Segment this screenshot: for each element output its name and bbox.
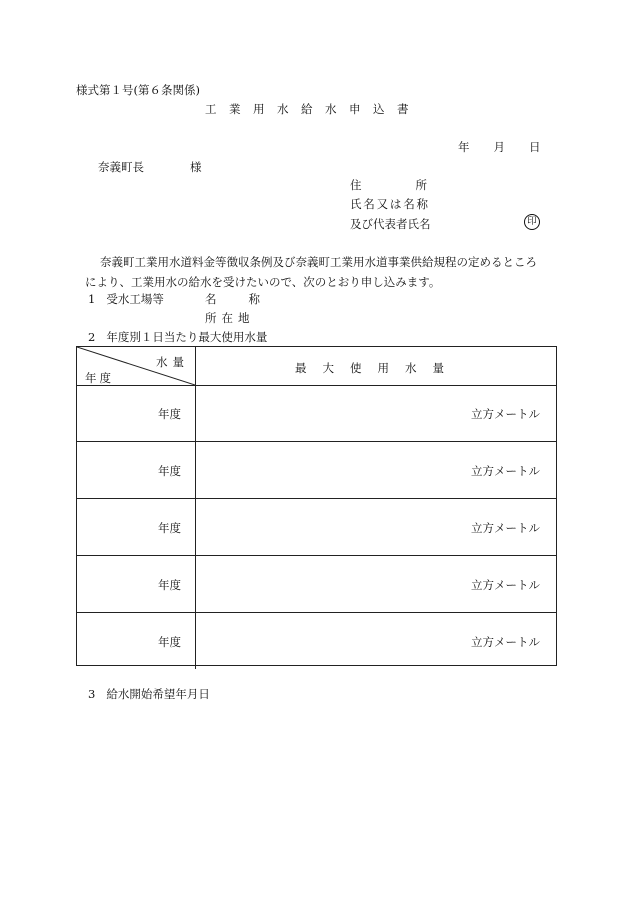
max-usage-table [76, 346, 557, 666]
item-1-name-label: 名 称 [205, 292, 260, 306]
application-statement [85, 252, 555, 292]
addressee [98, 162, 202, 174]
statement-line-2: により、工業用水の給水を受けたいので、次のとおり申し込みます。 [85, 275, 441, 289]
year-cell[interactable]: 年度 [77, 499, 196, 555]
applicant-address-label: 住 所 [350, 178, 427, 192]
date-day: 日 [529, 140, 541, 154]
date-year: 年 [458, 140, 470, 154]
year-cell[interactable]: 年度 [77, 442, 196, 498]
item-1-heading: 1 受水工場等 [88, 292, 164, 306]
header-diagonal-cell [77, 347, 196, 385]
statement-line-1: 奈義町工業用水道料金等徴収条例及び奈義町工業用水道事業供給規程の定めるところ [100, 255, 537, 269]
amount-unit: 立方メートル [471, 578, 540, 592]
addressee-name: 奈義町長 [98, 160, 144, 174]
year-cell[interactable]: 年度 [77, 385, 196, 441]
form-title: 工業用水給水申込書 [205, 102, 421, 116]
table-row [77, 613, 556, 669]
year-cell[interactable]: 年度 [77, 613, 196, 669]
item-3-heading: 3 給水開始希望年月日 [88, 687, 210, 701]
addressee-honorific: 様 [190, 160, 202, 174]
item-1-location-label: 所在地 [205, 311, 255, 325]
table-row [77, 499, 556, 556]
applicant-representative-label: 及び代表者氏名 [350, 217, 431, 231]
amount-unit: 立方メートル [471, 635, 540, 649]
amount-unit: 立方メートル [471, 407, 540, 421]
applicant-name-label: 氏名又は名称 [350, 197, 430, 211]
table-header [77, 347, 556, 386]
table-row [77, 385, 556, 442]
date-line [458, 142, 541, 154]
header-fiscal-year: 年度 [85, 371, 114, 385]
year-cell[interactable]: 年度 [77, 556, 196, 612]
date-month: 月 [493, 140, 505, 154]
seal-mark-icon: 印 [524, 214, 540, 230]
table-row [77, 556, 556, 613]
table-row [77, 442, 556, 499]
header-water-amount: 水量 [156, 355, 189, 369]
header-max-usage: 最大使用水量 [295, 361, 460, 375]
amount-unit: 立方メートル [471, 464, 540, 478]
item-2-heading: 2 年度別１日当たり最大使用水量 [88, 330, 268, 344]
amount-unit: 立方メートル [471, 521, 540, 535]
form-number: 様式第１号(第６条関係) [76, 83, 200, 97]
